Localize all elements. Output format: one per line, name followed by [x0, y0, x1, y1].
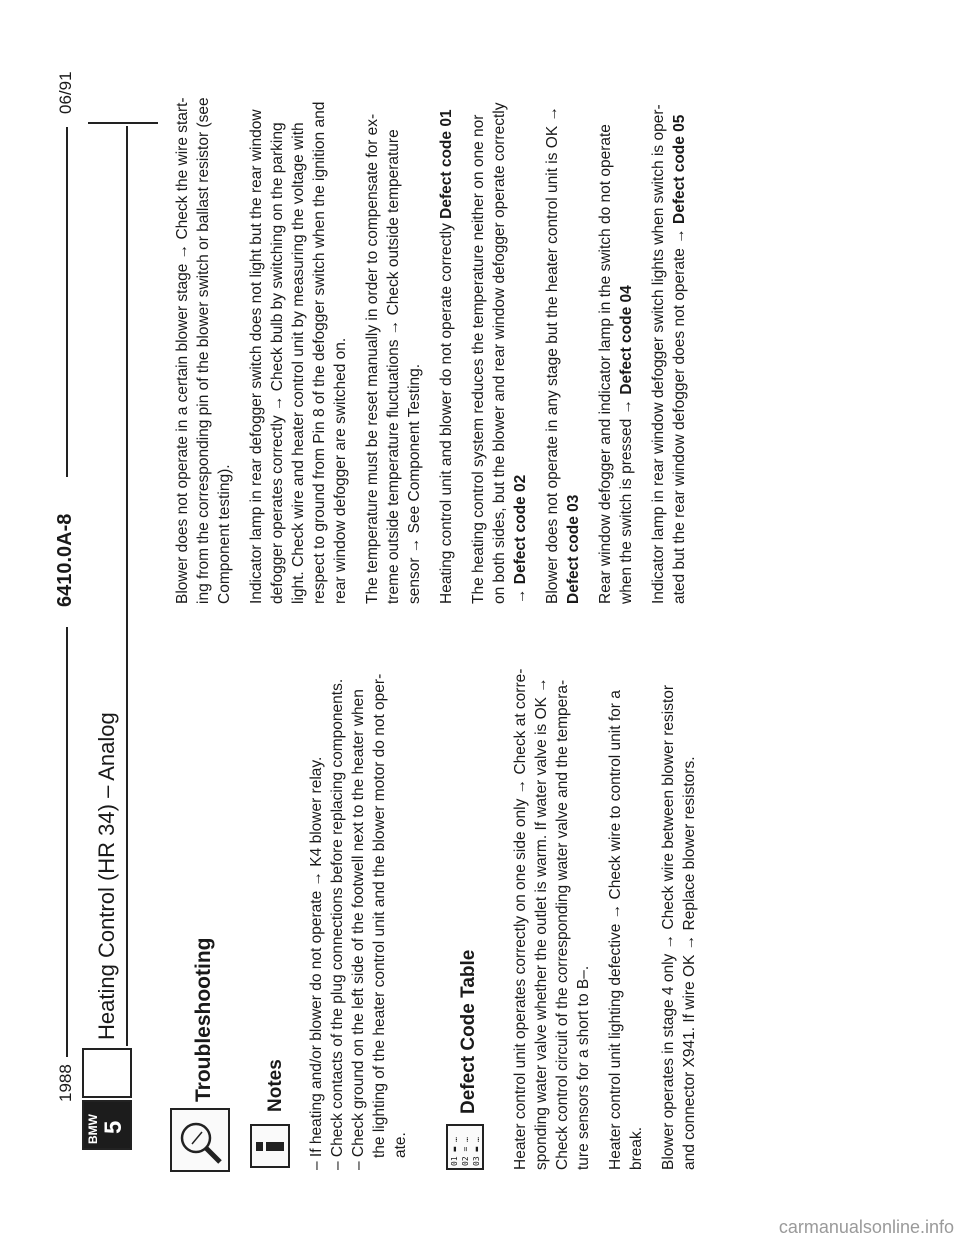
- header-doc-code: 6410.0A-8: [54, 513, 76, 607]
- defect-code-05: Defect code 05: [671, 114, 688, 224]
- right-line: sensor → See Component Testing.: [406, 363, 423, 604]
- defect-line: sponding water valve whether the outlet is warm. If water valve is OK →: [533, 677, 550, 1170]
- defect-code-04: Defect code 04: [618, 285, 635, 395]
- header-rule-right: [66, 627, 68, 1057]
- note-line: – If heating and/or blower do not operate → K4 blower relay.: [308, 756, 325, 1170]
- defect-table-heading: Defect Code Table: [458, 949, 479, 1114]
- right-line: Indicator lamp in rear defogger switch does not light but the rear window: [248, 109, 265, 604]
- right-line: Component testing).: [216, 464, 233, 604]
- right-line: on both sides, but the blower and rear window defogger operate correctly: [491, 102, 508, 604]
- p4-text: Heating control unit and blower do not operate correctly: [438, 223, 455, 604]
- brand-badge: [82, 1100, 132, 1150]
- defect-left-column: [510, 610, 700, 1170]
- right-line: Indicator lamp in rear window defogger switch lights when switch is oper-: [650, 104, 667, 604]
- right-line: treme outside temperature fluctuations → Check outside temperature: [385, 129, 402, 604]
- defect-code-02: → Defect code 02: [512, 474, 529, 604]
- note-line: the lighting of the heater control unit and the blower motor do not oper-: [371, 673, 388, 1158]
- defect-line: break.: [628, 1126, 645, 1170]
- right-line: light. Check wire and heater control unit by measuring the voltage with: [290, 122, 307, 604]
- defect-right-column: [172, 32, 690, 604]
- defect-code-01: Defect code 01: [438, 109, 455, 219]
- title-band: [82, 120, 130, 1150]
- right-line: [616, 32, 637, 604]
- note-line: ate.: [392, 1132, 409, 1158]
- note-line: – Check ground on the left side of the footwell next to the heater when: [350, 689, 367, 1170]
- header-year: 1988: [56, 1064, 75, 1102]
- code-row: 02 = …: [461, 1137, 470, 1166]
- right-line: defogger operates correctly → Check bulb by switching on the parking: [269, 122, 286, 604]
- defect-code-03: Defect code 03: [565, 494, 582, 604]
- defect-line: Blower operates in stage 4 only → Check wire between blower resistor: [660, 684, 677, 1170]
- defect-line: and connector X941. If wire OK → Replace blower resistors.: [681, 756, 698, 1170]
- note-line: – Check contacts of the plug connections before replacing components.: [329, 678, 346, 1170]
- p8-text: ated but the rear window defogger does not operate →: [671, 228, 688, 604]
- header-rule-left: [66, 127, 68, 477]
- brand-frame: [82, 1048, 132, 1098]
- code-table-icon: [446, 1124, 484, 1170]
- header-date: 06/91: [56, 71, 75, 114]
- defect-line: Heater control unit operates correctly on one side only → Check at corre-: [512, 668, 529, 1170]
- right-line: rear window defogger are switched on.: [332, 337, 349, 604]
- troubleshooting-heading: Troubleshooting: [192, 937, 215, 1102]
- right-line: [669, 32, 690, 604]
- page-title: Heating Control (HR 34) – Analog: [94, 712, 119, 1040]
- brand-group: 5: [100, 1120, 127, 1134]
- right-line: Rear window defogger and indicator lamp in the switch do not operate: [597, 124, 614, 604]
- right-line: Blower does not operate in a certain blower stage → Check the wire start-: [174, 97, 191, 604]
- defect-line: ture sensors for a short to B–.: [575, 965, 592, 1170]
- right-line: The heating control system reduces the temperature neither on one nor: [470, 114, 487, 604]
- code-row: 03 ▬ …: [472, 1137, 481, 1166]
- brand-label: BMW: [86, 1114, 100, 1144]
- notes-list: [306, 610, 411, 1170]
- notes-heading: Notes: [265, 1059, 286, 1112]
- defect-line: Heater control unit lighting defective → Check wire to control unit for a: [607, 690, 624, 1170]
- code-row: 01 ▬ …: [450, 1137, 459, 1166]
- defect-line: Check control circuit of the corresponding water valve and the tempera-: [554, 679, 571, 1170]
- info-icon: [250, 1124, 290, 1168]
- title-underline: [126, 126, 128, 1046]
- right-line: respect to ground from Pin 8 of the defogger switch when the ignition and: [311, 101, 328, 604]
- right-line: The temperature must be reset manually in order to compensate for ex-: [364, 113, 381, 604]
- p7-text: when the switch is pressed →: [618, 398, 635, 604]
- magnifier-icon: [170, 1108, 230, 1172]
- right-line: Blower does not operate in any stage but the heater control unit is OK →: [544, 105, 561, 604]
- right-line: [436, 32, 457, 604]
- right-line: ing from the corresponding pin of the blower switch or ballast resistor (see: [195, 97, 212, 604]
- watermark: carmanualsonline.info: [778, 1217, 954, 1237]
